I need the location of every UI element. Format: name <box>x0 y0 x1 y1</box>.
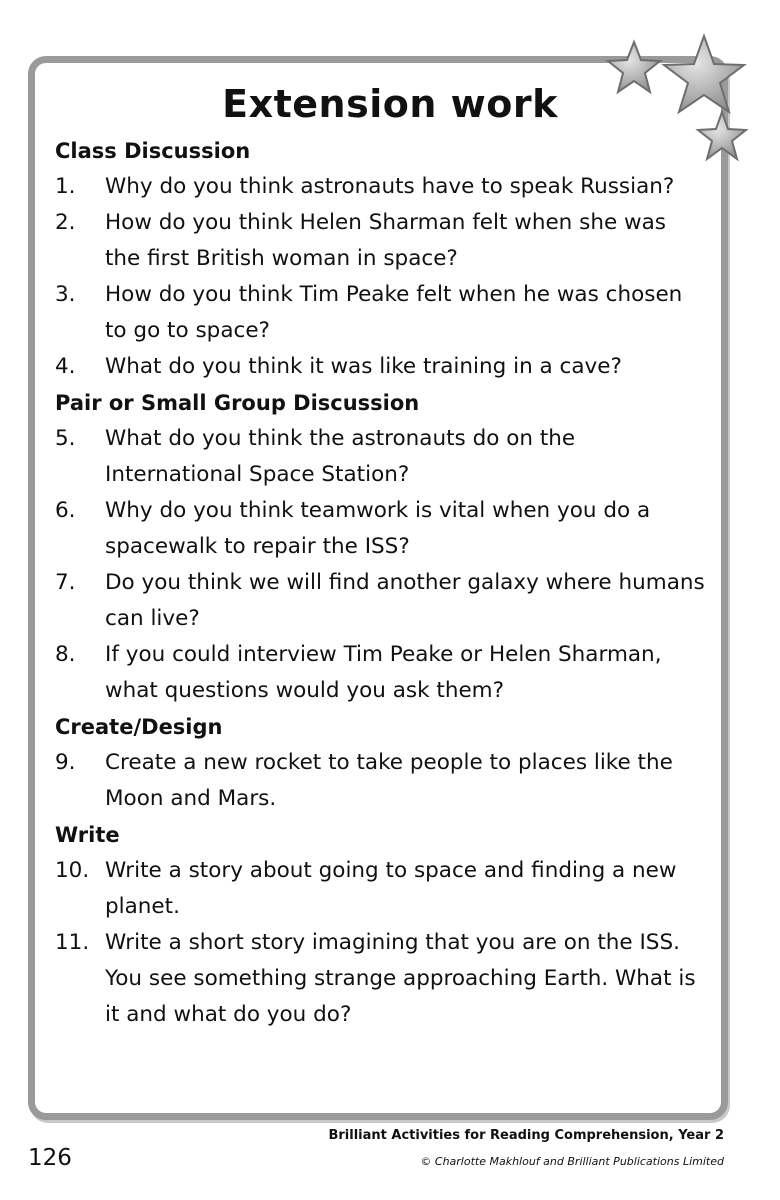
list-item <box>55 565 705 637</box>
section-heading: Write <box>55 823 120 847</box>
list-item <box>55 205 705 277</box>
item-number: 8. <box>55 642 76 667</box>
list-item <box>55 277 705 349</box>
list-item <box>55 925 705 1033</box>
section-heading: Class Discussion <box>55 139 251 163</box>
item-text: What do you think the astronauts do on the International Space Station? <box>105 426 576 487</box>
item-text: Write a story about going to space and finding a new planet. <box>105 858 677 919</box>
item-number: 6. <box>55 498 76 523</box>
book-title: Brilliant Activities for Reading Comprehension, Year 2 <box>328 1128 724 1143</box>
item-text: Do you think we will find another galaxy where humans can live? <box>105 570 705 631</box>
list-item <box>55 493 705 565</box>
item-number: 2. <box>55 210 76 235</box>
item-text: What do you think it was like training in a cave? <box>105 354 622 379</box>
item-number: 4. <box>55 354 76 379</box>
item-number: 11. <box>55 930 90 955</box>
item-number: 9. <box>55 750 76 775</box>
page-number: 126 <box>28 1145 72 1171</box>
question-list <box>55 133 705 1033</box>
list-item <box>55 853 705 925</box>
item-text: Why do you think teamwork is vital when you do a spacewalk to repair the ISS? <box>105 498 651 559</box>
item-text: Create a new rocket to take people to places like the Moon and Mars. <box>105 750 673 811</box>
item-number: 1. <box>55 174 76 199</box>
item-number: 3. <box>55 282 76 307</box>
list-item <box>55 637 705 709</box>
copyright-notice: © Charlotte Makhlouf and Brilliant Publications Limited <box>420 1155 724 1168</box>
item-number: 5. <box>55 426 76 451</box>
item-number: 7. <box>55 570 76 595</box>
item-text: Write a short story imagining that you are on the ISS. You see something strange approaching Earth. What is it and what do you do? <box>105 930 696 1027</box>
page-title: Extension work <box>222 82 558 126</box>
item-text: Why do you think astronauts have to speak Russian? <box>105 174 675 199</box>
list-item <box>55 169 705 205</box>
item-number: 10. <box>55 858 90 883</box>
item-text: How do you think Tim Peake felt when he was chosen to go to space? <box>105 282 683 343</box>
item-text: How do you think Helen Sharman felt when she was the first British woman in space? <box>105 210 666 271</box>
list-item <box>55 421 705 493</box>
item-text: If you could interview Tim Peake or Helen Sharman, what questions would you ask them? <box>105 642 662 703</box>
list-item <box>55 349 705 385</box>
section-heading: Create/Design <box>55 715 223 739</box>
section-heading: Pair or Small Group Discussion <box>55 391 420 415</box>
list-item <box>55 745 705 817</box>
